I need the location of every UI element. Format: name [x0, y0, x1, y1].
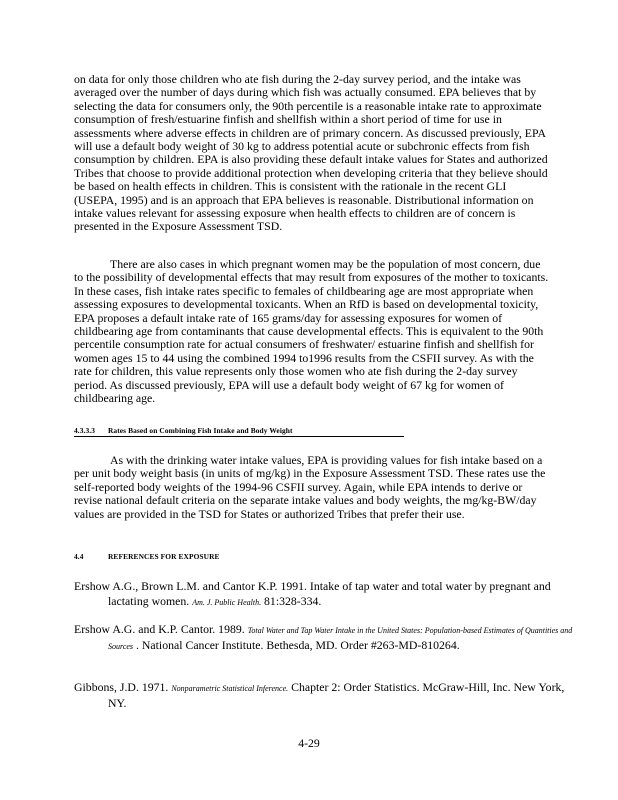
reference-item [74, 680, 578, 711]
paragraph-pregnant-women: There are also cases in which pregnant women may be the population of most concern, due to the possibility of developmental effects that may result from exposures of the mother to toxicants. In these cases, fish intake rates specific to females of childbearing age are most appropriate when assessing exposures to developmental toxicants. When an RfD is based on developmental toxicity, EPA proposes a default intake rate of 165 grams/day for assessing exposures for women of childbearing age from contaminants that cause developmental effects. This is equivalent to the 90th percentile consumption rate for actual consumers of freshwater/ estuarine finfish and shellfish for women ages 15 to 44 using the combined 1994 to1996 results from the CSFII survey. As with the rate for children, this value represents only those women who ate fish during the 2-day survey period. As discussed previously, EPA will use a default body weight of 67 kg for women of childbearing age. [74, 257, 549, 406]
page-number: 4-29 [298, 736, 320, 750]
subsection-number: 4.3.3.3 [74, 426, 96, 435]
reference-tail: Chapter 2: Order Statistics. McGraw-Hill, Inc. New York, NY. [108, 680, 565, 710]
reference-journal: Am. J. Public Health. [192, 598, 262, 607]
reference-title: Total Water and Tap Water Intake in the United States: Population-based Estimates of Quantities and Sources [108, 626, 573, 651]
section-heading [74, 552, 220, 561]
paragraph-children-intake: on data for only those children who ate fish during the 2-day survey period, and the intake was averaged over the number of days during which fish was actually consumed. EPA believes that by selecting the data for consumers only, the 90th percentile is a reasonable intake rate to approximate consumption of fresh/estuarine finfish and shellfish within a short period of time for use in assessments where adverse effects in children are of primary concern. As discussed previously, EPA will use a default body weight of 30 kg to address potential acute or subchronic effects from fish consumption by children. EPA is also providing these default intake values for States and authorized Tribes that choose to provide additional protection when developing criteria that they believe should be based on health effects in children. This is consistent with the rationale in the recent GLI (USEPA, 1995) and is an approach that EPA believes is reasonable. Distributional information on intake values relevant for assessing exposure when health effects to children are of concern is presented in the Exposure Assessment TSD. [74, 72, 548, 234]
reference-item [74, 579, 578, 610]
subsection-title: Rates Based on Combining Fish Intake and Body Weight [108, 426, 293, 435]
section-title: REFERENCES FOR EXPOSURE [108, 552, 220, 561]
section-number: 4.4 [74, 552, 84, 561]
reference-lead: Ershow A.G. and K.P. Cantor. 1989. [74, 622, 245, 636]
paragraph-body-weight: As with the drinking water intake values, EPA is providing values for fish intake based on a per unit body weight basis (in units of mg/kg) in the Exposure Assessment TSD. These rates use the self-reported body weights of the 1994-96 CSFII survey. Again, while EPA intends to derive or revise national default criteria on the separate intake values and body weights, the mg/kg-BW/day values are provided in the TSD for States or authorized Tribes that prefer their use. [74, 453, 546, 521]
reference-item [74, 622, 578, 654]
reference-title: Nonparametric Statistical Inference. [171, 684, 289, 693]
reference-lead: Gibbons, J.D. 1971. [74, 680, 169, 694]
reference-tail: . National Cancer Institute. Bethesda, MD. Order #263-MD-810264. [135, 638, 460, 652]
reference-tail: 81:328-334. [264, 594, 322, 608]
reference-lead: Ershow A.G., Brown L.M. and Cantor K.P. 1991. Intake of tap water and total water by pregnant and lactating women. [74, 579, 551, 608]
subsection-heading [74, 426, 404, 437]
